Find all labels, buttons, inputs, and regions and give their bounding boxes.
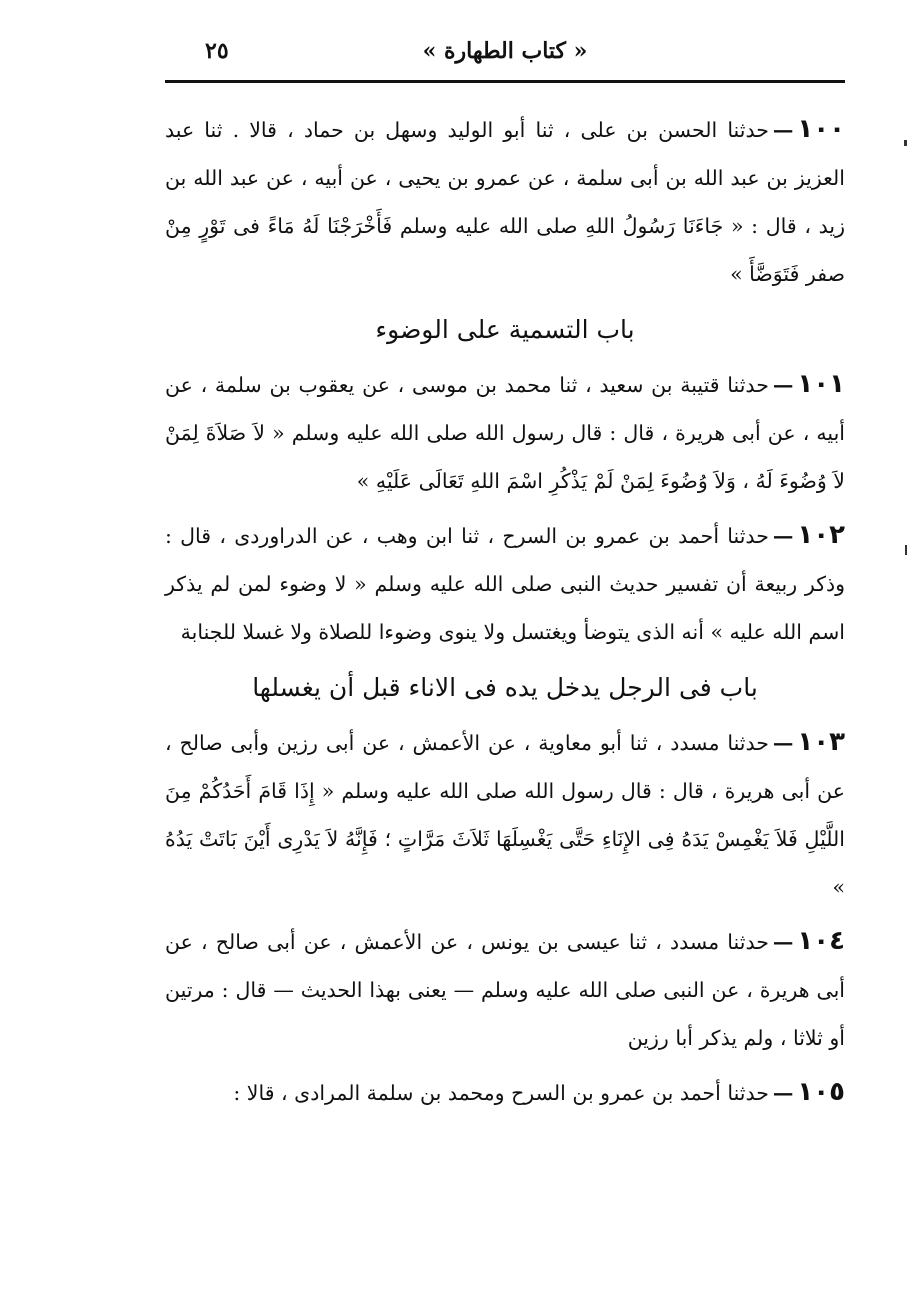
hadith-paragraph [165,360,845,505]
hadith-text-line: حدثنا أحمد بن عمرو بن السرح ومحمد بن سلمة المرادى ، قالا : [233,1081,769,1105]
page-number: ٢٥ [205,38,229,64]
hadith-dash: — [772,373,794,397]
hadith-text-line: فَإِنَّهُ لاَ يَدْرِى أَيْنَ بَاتَتْ يَدُهُ » [165,827,845,899]
hadith-number: ١٠٢ [797,520,845,550]
hadith-number: ١٠٣ [797,727,845,757]
hadith-number: ١٠١ [797,369,845,399]
hadith-text-line: حدثنا قتيبة بن سعيد ، ثنا محمد بن موسى ، عن يعقوب بن [269,373,769,397]
hadith-text-line: عبد الله بن زيد ، قال : « جَاءَنَا رَسُولُ اللهِ صلى الله عليه وسلم فَأَخْرَجْنَا لَهُ [165,166,845,238]
hadith-paragraph [165,511,845,656]
hadith-dash: — [772,1081,794,1105]
page-body [165,83,845,1117]
hadith-dash: — [772,930,794,954]
hadith-text-line: غسلا للجنابة [180,620,284,644]
running-title: « كتاب الطهارة » [422,38,588,64]
hadith-text-line: حدثنا مسدد ، ثنا عيسى بن يونس ، عن الأعمش ، عن أبى [267,930,769,954]
hadith-text-line: عَلَيْهِ » [356,469,413,493]
hadith-text-line: يذكر اسم الله عليه » أنه الذى يتوضأ ويغتسل ولا ينوى وضوءا للصلاة ولا [165,572,845,644]
hadith-dash: — [772,524,794,548]
hadith-text-line: سلمة ، عن أبيه ، عن أبى هريرة ، قال : قال رسول الله صلى الله عليه وسلم [165,373,845,445]
hadith-text-line: ثنا عبد العزيز بن عبد الله بن أبى سلمة ، عن عمرو بن يحيى ، عن أبيه ، عن [165,118,845,190]
hadith-text-line: قال : مرتين أو ثلاثا ، ولم يذكر أبا رزين [165,978,845,1050]
scan-edge-mark [905,545,907,555]
hadith-number: ١٠٤ [797,926,845,956]
scan-edge-mark [904,140,907,146]
chapter-heading: باب فى الرجل يدخل يده فى الاناء قبل أن يغسلها [252,673,758,702]
hadith-text-line: حدثنا الحسن بن على ، ثنا أبو الوليد وسهل بن حماد ، قالا . [232,118,769,142]
hadith-text-line: أَحَدُكُمْ مِنَ اللَّيْلِ فَلاَ يَغْمِسْ يَدَهُ فِى الإِنَاءِ حَتَّى يَغْسِلَهَا ثَلاَثَ مَرَّاتٍ ؛ [165,779,845,851]
hadith-text-line: صالح ، عن أبى هريرة ، عن النبى صلى الله عليه وسلم — يعنى بهذا الحديث — [165,930,845,1002]
hadith-text-line: مَاءً فى تَوْرٍ مِنْ صفر فَتَوَضَّأَ » [165,214,845,286]
hadith-paragraph [165,917,845,1062]
page-header [165,30,845,83]
book-page [165,30,845,1123]
hadith-text-line: حدثنا أحمد بن عمرو بن السرح ، ثنا ابن وهب ، عن الدراوردى ، [219,524,769,548]
hadith-text-line: وأبى صالح ، عن أبى هريرة ، قال : قال رسول الله صلى الله عليه وسلم « إِذَا قَامَ [165,731,845,803]
hadith-dash: — [772,731,794,755]
chapter-heading: باب التسمية على الوضوء [375,315,635,344]
hadith-text-line: حدثنا مسدد ، ثنا أبو معاوية ، عن الأعمش ، عن أبى رزين [276,731,769,755]
hadith-number: ١٠٥ [797,1077,845,1107]
hadith-text-line: « لاَ صَلاَةَ لِمَنْ لاَ وُضُوءَ لَهُ ، وَلاَ وُضُوءَ لِمَنْ لَمْ يَذْكُرِ اسْمَ اللهِ تَعَالَى [165,421,845,493]
hadith-paragraph [165,718,845,911]
hadith-paragraph [165,1068,845,1117]
hadith-number: ١٠٠ [797,114,845,144]
hadith-paragraph [165,105,845,298]
hadith-dash: — [772,118,794,142]
hadith-text-line: قال : وذكر ربيعة أن تفسير حديث النبى صلى الله عليه وسلم « لا وضوء لمن لم [165,524,845,596]
